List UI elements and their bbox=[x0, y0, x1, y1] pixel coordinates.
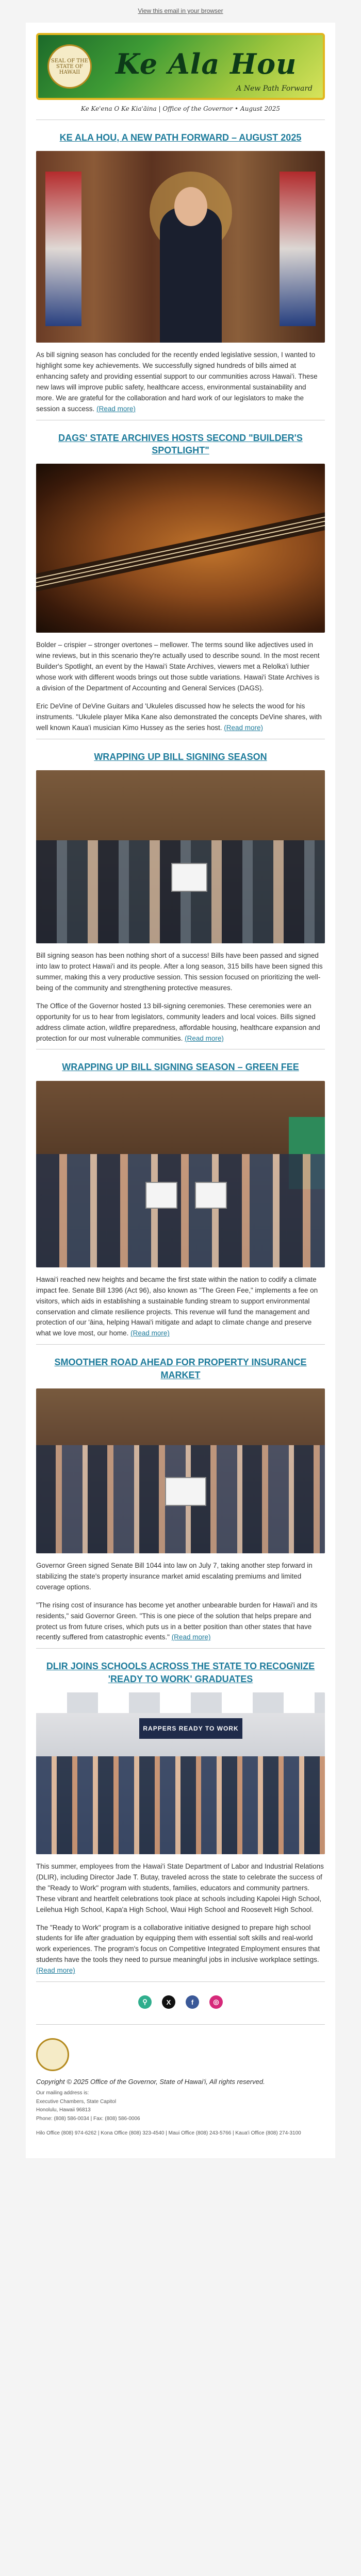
article-state-archives bbox=[26, 420, 335, 739]
article-paragraph: "The rising cost of insurance has become yet another unbearable burden for Hawai'i and its residents," said Governor Green. "This is one piece of the solution that helps prepare and protect us from future crises, which puts us in a better position than other states that have recently suffered from catastrophic events." bbox=[36, 1601, 318, 1641]
article-heading[interactable]: WRAPPING UP BILL SIGNING SEASON – GREEN FEE bbox=[62, 1062, 299, 1073]
footer bbox=[26, 2025, 335, 2148]
tagline: Ke Ke'ena O Ke Kia'āina | Office of the Governor • August 2025 bbox=[80, 105, 281, 112]
read-more-link[interactable]: (Read more) bbox=[171, 1633, 211, 1641]
ready-to-work-photo bbox=[36, 1692, 325, 1854]
article-paragraph: Bill signing season has been nothing short of a success! Bills have been passed and signed into law to protect Hawai'i and its people. After a long season, 315 bills have been signed this summer, making this a very productive session. This session focused on prioritizing the well-being of the community and strengthening protective measures. bbox=[36, 952, 323, 992]
article-paragraph: Governor Green signed Senate Bill 1044 into law on July 7, taking another step forward in stabilizing the state's property insurance market amid escalating premiums and limited coverage options. bbox=[36, 1561, 313, 1591]
instagram-icon[interactable]: ◎ bbox=[209, 1995, 223, 2009]
address-line-2: Honolulu, Hawaii 96813 bbox=[36, 2107, 91, 2113]
address-line-1: Executive Chambers, State Capitol bbox=[36, 2098, 117, 2105]
article-heading[interactable]: DLIR JOINS SCHOOLS ACROSS THE STATE TO RECOGNIZE 'READY TO WORK' GRADUATES bbox=[46, 1661, 315, 1684]
article-paragraph: Eric DeVine of DeVine Guitars and 'Ukuleles discussed how he selects the wood for his instruments. "Ukulele player Mika Kane also demonstrated the concepts DeVine shares, with well known Kaua'i musician Kimo Hussey as the series host. bbox=[36, 702, 322, 732]
social-links bbox=[26, 1982, 335, 2024]
read-more-link[interactable]: (Read more) bbox=[130, 1329, 170, 1337]
offices-line: Hilo Office (808) 974-6262 | Kona Office (808) 323-4540 | Maui Office (808) 243-5766 | Kaua'i Office (808) 274-3100 bbox=[36, 2130, 301, 2137]
facebook-icon[interactable]: f bbox=[186, 1995, 199, 2009]
masthead-subtitle: A New Path Forward bbox=[236, 84, 313, 93]
mailing-label: Our mailing address is: bbox=[36, 2090, 89, 2096]
article-governor-message bbox=[26, 120, 335, 420]
masthead-banner bbox=[36, 33, 325, 100]
article-paragraph: The "Ready to Work" program is a collaborative initiative designed to prepare high school students for life after graduation by equipping them with essential soft skills and real-world work experiences. The program's focus on Competitive Integrated Employment ensures that students have the tools they need to pursue meaningful jobs in inclusive workplace settings. bbox=[36, 1923, 320, 1964]
article-paragraph: Bolder – crispier – stronger overtones – mellower. The terms sound like adjectives used in wine reviews, but in this scenario they're actually used to describe sound. In the most recent Builder's Spotlight, an event by the Hawai'i State Archives, viewers met a Relolka'i luthier whose work with different woods brings out those subtle variations. Hawai'i State Archives is a division of the Department of Accounting and General Services (DAGS). bbox=[36, 641, 320, 692]
article-heading[interactable]: SMOOTHER ROAD AHEAD FOR PROPERTY INSURANCE MARKET bbox=[54, 1357, 307, 1380]
green-fee-photo bbox=[36, 1081, 325, 1267]
bill-signing-photo bbox=[36, 770, 325, 943]
copyright-text: Copyright © 2025 Office of the Governor, State of Hawai'i, All rights reserved. bbox=[36, 2078, 265, 2086]
governor-portrait-photo bbox=[36, 151, 325, 343]
phone-line: Phone: (808) 586-0034 | Fax: (808) 586-0006 bbox=[36, 2115, 140, 2122]
x-icon[interactable]: X bbox=[162, 1995, 175, 2009]
article-heading[interactable]: KE ALA HOU, A NEW PATH FORWARD – AUGUST 2025 bbox=[59, 132, 302, 143]
footer-seal-logo bbox=[36, 2038, 69, 2071]
article-paragraph: As bill signing season has concluded for the recently ended legislative session, I wanted to highlight some key achievements. We successfully signed hundreds of bills aimed at enhancing safety and providing essential support to our communities across Hawai'i. These new laws will improve public safety, healthcare access, environmental sustainability and more. We are grateful for the collaboration and hard work of our legislators to make the session a success. bbox=[36, 351, 318, 413]
article-ready-to-work bbox=[26, 1649, 335, 1981]
property-insurance-photo bbox=[36, 1388, 325, 1553]
read-more-link[interactable]: (Read more) bbox=[224, 723, 264, 732]
website-icon[interactable]: ⚲ bbox=[138, 1995, 152, 2009]
read-more-link[interactable]: (Read more) bbox=[185, 1034, 224, 1042]
newsletter-body bbox=[26, 23, 335, 2158]
article-paragraph: The Office of the Governor hosted 13 bill-signing ceremonies. These ceremonies were an opportunity for us to hear from legislators, community leaders and local voices. Bills signed address climate action, wildfire preparedness, affordable housing, healthcare expansion and protection for our most vulnerable communities. bbox=[36, 1002, 320, 1042]
article-paragraph: Hawai'i reached new heights and became the first state within the nation to codify a climate impact fee. Senate Bill 1396 (Act 96), also known as "The Green Fee," implements a fee on visitors, which aids in establishing a sustainable funding stream to support environmental conservation and climate resilience projects. This revenue will fund the management and protection of our 'āina, helping Hawai'i mitigate and adapt to climate change and preserve what we love most, our home. bbox=[36, 1275, 318, 1337]
ready-to-work-backdrop-sign: RAPPERS READY TO WORK bbox=[139, 1718, 242, 1739]
article-paragraph: This summer, employees from the Hawai'i State Department of Labor and Industrial Relations (DLIR), including Director Jade T. Butay, traveled across the state to celebrate the success of the "Ready to Work" program with students, families, educators and community partners. These vibrant and heartfelt celebrations took place at schools including Kapolei High School, Leilehua High School, Kapa'a High School, Waui High School and Roosevelt High School. bbox=[36, 1862, 324, 1913]
article-heading[interactable]: WRAPPING UP BILL SIGNING SEASON bbox=[94, 751, 267, 762]
state-seal-logo: SEAL OF THE STATE OF HAWAII bbox=[47, 44, 92, 89]
article-bill-signing bbox=[26, 739, 335, 1049]
article-green-fee bbox=[26, 1049, 335, 1344]
ukulele-photo bbox=[36, 464, 325, 633]
read-more-link[interactable]: (Read more) bbox=[36, 1967, 75, 1975]
masthead-title: Ke Ala Hou bbox=[116, 47, 297, 80]
article-heading[interactable]: DAGS' STATE ARCHIVES HOSTS SECOND "BUILDER'S SPOTLIGHT" bbox=[58, 432, 303, 456]
view-in-browser-link[interactable]: View this email in your browser bbox=[138, 7, 223, 14]
article-property-insurance bbox=[26, 1345, 335, 1648]
read-more-link[interactable]: (Read more) bbox=[96, 404, 136, 413]
